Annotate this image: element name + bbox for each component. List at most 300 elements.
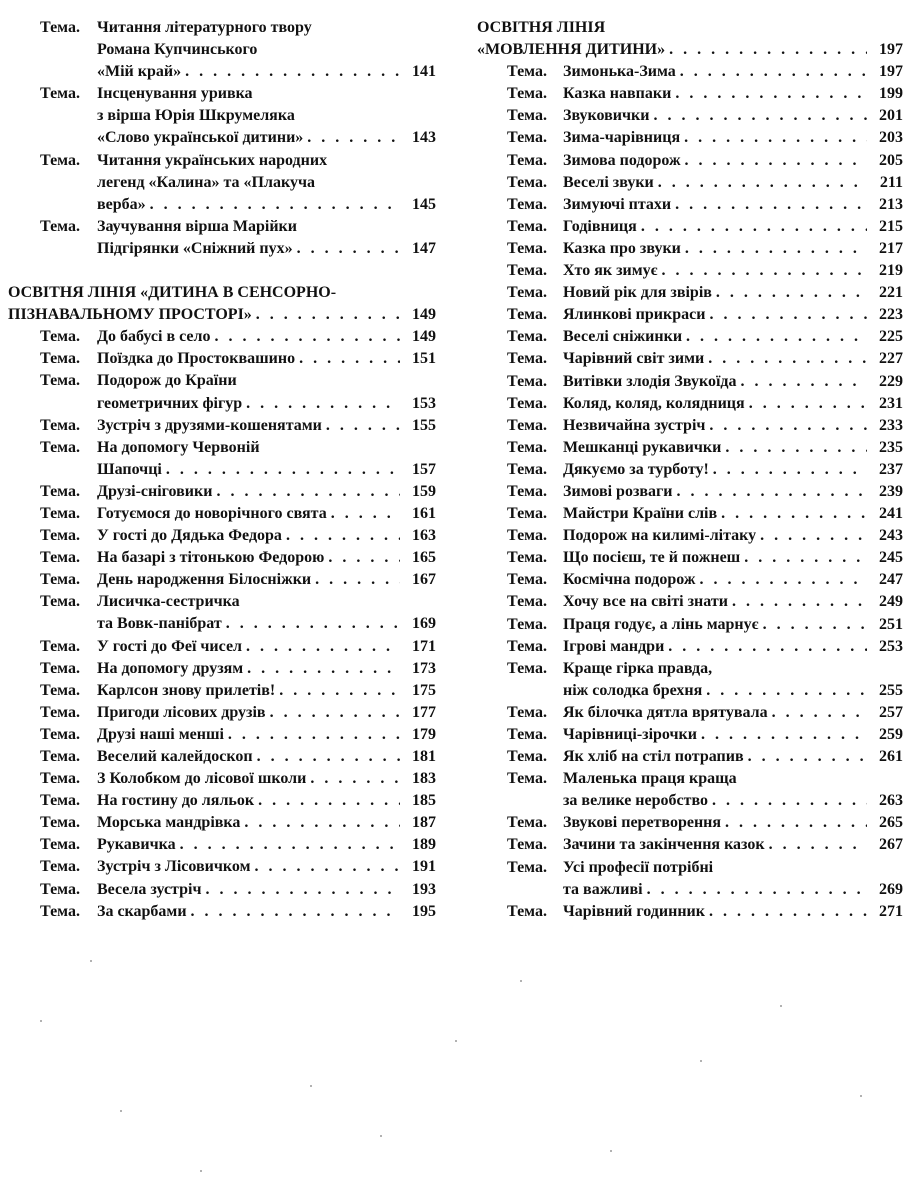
toc-entry-continuation <box>8 172 436 194</box>
toc-entry <box>8 216 436 238</box>
dot-leader <box>254 856 400 878</box>
page-number: 211 <box>879 173 903 191</box>
dot-leader <box>185 61 400 83</box>
toc-entry <box>477 282 903 304</box>
topic-label: Тема. <box>40 748 80 765</box>
scan-speck <box>90 960 92 962</box>
toc-entry-continuation <box>8 613 436 635</box>
entry-title: Веселі звуки <box>563 173 654 191</box>
entry-title: ніж солодка брехня <box>563 681 703 699</box>
dot-leader <box>716 282 867 304</box>
dot-leader <box>712 790 867 812</box>
dot-leader <box>701 724 867 746</box>
entry-title: День народження Білосніжки <box>97 571 312 589</box>
entry-title: Хочу все на світі знати <box>563 593 728 611</box>
toc-entry-continuation <box>8 105 436 127</box>
dot-leader <box>675 194 867 216</box>
topic-label: Тема. <box>507 527 547 545</box>
dot-leader <box>166 459 400 481</box>
dot-leader <box>286 525 400 547</box>
entry-title: ПІЗНАВАЛЬНОМУ ПРОСТОРІ» <box>8 306 252 324</box>
toc-entry <box>477 591 903 613</box>
dot-leader <box>708 348 867 370</box>
page-number: 241 <box>879 505 903 523</box>
toc-entry <box>8 901 436 923</box>
dot-leader <box>246 393 400 415</box>
page-number: 195 <box>412 902 436 920</box>
topic-label: Тема. <box>40 593 80 611</box>
entry-title: У гості до Феї чисел <box>97 637 243 655</box>
dot-leader <box>725 437 867 459</box>
dot-leader <box>662 260 867 282</box>
page-number: 197 <box>879 41 903 59</box>
toc-entry <box>477 547 903 569</box>
page-number: 147 <box>412 239 436 257</box>
entry-title: На базарі з тітонькою Федорою <box>97 549 325 567</box>
dot-leader <box>658 172 867 194</box>
toc-entry <box>477 658 903 680</box>
page-number: 257 <box>879 703 903 721</box>
toc-entry <box>8 569 436 591</box>
dot-leader <box>685 150 867 172</box>
page-number: 237 <box>879 460 903 478</box>
page-number: 243 <box>879 527 903 545</box>
dot-leader <box>270 702 400 724</box>
toc-entry <box>8 415 436 437</box>
entry-title: Читання літературного твору <box>97 19 312 36</box>
entry-title: Подорож на килимі-літаку <box>563 527 757 545</box>
entry-title: «МОВЛЕННЯ ДИТИНИ» <box>477 41 666 59</box>
dot-leader <box>677 481 868 503</box>
topic-label: Тема. <box>507 659 547 677</box>
topic-label: Тема. <box>40 549 80 567</box>
entry-title: Маленька праця краща <box>563 770 737 788</box>
dot-leader <box>769 834 867 856</box>
entry-title: ОСВІТНЯ ЛІНІЯ <box>477 19 606 36</box>
entry-title: Мешканці рукавички <box>563 438 722 456</box>
page-number: 271 <box>879 902 903 920</box>
entry-title: ОСВІТНЯ ЛІНІЯ «ДИТИНА В СЕНСОРНО- <box>8 284 337 302</box>
page-number: 149 <box>412 328 436 346</box>
dot-leader <box>653 105 867 127</box>
entry-title: Зимуючі птахи <box>563 195 672 213</box>
dot-leader <box>244 812 400 834</box>
entry-title: Поїздка до Простоквашино <box>97 350 296 368</box>
topic-label: Тема. <box>40 836 80 854</box>
topic-label: Тема. <box>507 460 547 478</box>
toc-entry <box>8 636 436 658</box>
topic-label: Тема. <box>40 85 80 103</box>
toc-entry <box>8 370 436 392</box>
page-number: 259 <box>879 726 903 743</box>
page-number: 231 <box>879 394 903 412</box>
topic-label: Тема. <box>507 438 547 456</box>
topic-label: Тема. <box>507 726 547 743</box>
topic-label: Тема. <box>40 637 80 655</box>
entry-title: та Вовк-панібрат <box>97 615 222 633</box>
page-number: 205 <box>879 151 903 169</box>
toc-entry <box>8 746 436 768</box>
dot-leader <box>326 415 400 437</box>
entry-title: Ялинкові прикраси <box>563 306 706 324</box>
toc-entry-continuation <box>8 194 436 216</box>
topic-label: Тема. <box>40 416 80 434</box>
scan-speck <box>200 1170 202 1172</box>
entry-title: Звуковички <box>563 107 650 125</box>
toc-entry-continuation <box>8 393 436 415</box>
page-number: 193 <box>412 880 436 898</box>
page-number: 179 <box>412 725 436 743</box>
topic-label: Тема. <box>40 151 80 169</box>
entry-title: Зустріч з друзями-кошенятами <box>97 416 322 434</box>
scan-speck <box>780 1005 782 1007</box>
page-number: 219 <box>879 262 903 280</box>
toc-entry-continuation <box>8 127 436 149</box>
page-number: 267 <box>879 836 903 854</box>
page-number: 221 <box>879 284 903 302</box>
topic-label: Тема. <box>40 770 80 788</box>
page-number: 173 <box>412 659 436 677</box>
toc-entry <box>8 658 436 680</box>
topic-label: Тема. <box>40 725 80 743</box>
dot-leader <box>279 680 400 702</box>
entry-title: Хто як зимує <box>563 262 658 280</box>
entry-title: Рукавичка <box>97 836 176 854</box>
section-heading <box>477 17 903 39</box>
toc-entry <box>477 415 903 437</box>
toc-entry <box>477 857 903 879</box>
entry-title: Читання українських народних <box>97 151 328 169</box>
entry-title: Подорож до Країни <box>97 372 237 390</box>
entry-title: Друзі наші менші <box>97 725 224 743</box>
dot-leader <box>180 834 400 856</box>
page-number: 157 <box>412 460 436 478</box>
topic-label: Тема. <box>40 703 80 721</box>
page-number: 145 <box>412 195 436 213</box>
entry-title: Ігрові мандри <box>563 637 665 655</box>
scan-speck <box>455 1040 457 1042</box>
entry-title: Зачини та закінчення казок <box>563 836 765 854</box>
entry-title: Зимові розваги <box>563 482 673 500</box>
scan-speck <box>310 1085 312 1087</box>
topic-label: Тема. <box>507 372 547 390</box>
dot-leader <box>675 83 867 105</box>
dot-leader <box>257 746 400 768</box>
entry-title: за велике неробство <box>563 792 708 810</box>
page-number: 217 <box>879 239 903 257</box>
entry-title: Друзі-сніговики <box>97 482 213 500</box>
toc-entry <box>8 812 436 834</box>
dot-leader <box>256 304 400 326</box>
topic-label: Тема. <box>40 659 80 677</box>
page-number: 269 <box>879 880 903 898</box>
page-number: 263 <box>879 792 903 810</box>
entry-title: верба» <box>97 195 146 213</box>
toc-entry-continuation <box>8 238 436 260</box>
topic-label: Тема. <box>40 328 80 346</box>
dot-leader <box>772 702 867 724</box>
toc-entry <box>477 614 903 636</box>
scan-speck <box>860 1095 862 1097</box>
page-number: 159 <box>412 482 436 500</box>
toc-entry <box>8 503 436 525</box>
topic-label: Тема. <box>507 107 547 125</box>
dot-leader <box>741 371 868 393</box>
topic-label: Тема. <box>40 482 80 500</box>
page-number: 149 <box>412 306 436 324</box>
toc-entry <box>477 326 903 348</box>
toc-entry <box>477 503 903 525</box>
page-number: 143 <box>412 129 436 147</box>
toc-column-left <box>8 17 436 923</box>
dot-leader <box>725 812 867 834</box>
entry-title: «Слово української дитини» <box>97 129 304 147</box>
toc-entry <box>8 790 436 812</box>
entry-title: Усі професії потрібні <box>563 858 714 876</box>
topic-label: Тема. <box>507 637 547 655</box>
topic-label: Тема. <box>40 350 80 368</box>
entry-title: Зимова подорож <box>563 151 681 169</box>
entry-title: Космічна подорож <box>563 571 696 589</box>
entry-title: Зимонька-Зима <box>563 63 676 81</box>
entry-title: Що посієш, те й пожнеш <box>563 549 741 567</box>
entry-title: Дякуємо за турботу! <box>563 460 709 478</box>
topic-label: Тема. <box>507 814 547 832</box>
dot-leader <box>297 238 400 260</box>
toc-entry <box>8 17 436 39</box>
entry-title: Як хліб на стіл потрапив <box>563 748 744 766</box>
entry-title: На допомогу Червоній <box>97 438 260 456</box>
topic-label: Тема. <box>507 151 547 169</box>
page-number: 233 <box>879 416 903 434</box>
toc-entry <box>8 724 436 746</box>
page-number: 161 <box>412 504 436 522</box>
page-number: 191 <box>412 858 436 876</box>
topic-label: Тема. <box>40 217 80 235</box>
toc-entry <box>477 83 903 105</box>
topic-label: Тема. <box>40 372 80 390</box>
dot-leader <box>216 481 400 503</box>
toc-entry <box>477 238 903 260</box>
page-number: 253 <box>879 637 903 655</box>
page-number: 213 <box>879 195 903 213</box>
dot-leader <box>706 680 867 702</box>
dot-leader <box>150 194 400 216</box>
dot-leader <box>191 901 400 923</box>
entry-title: Майстри Країни слів <box>563 505 718 523</box>
entry-title: Весела зустріч <box>97 880 202 898</box>
entry-title: Чарівниці-зірочки <box>563 726 697 743</box>
topic-label: Тема. <box>507 770 547 788</box>
topic-label: Тема. <box>507 85 547 103</box>
topic-label: Тема. <box>507 217 547 235</box>
toc-entry <box>477 636 903 658</box>
dot-leader <box>744 547 867 569</box>
toc-entry <box>477 105 903 127</box>
dot-leader <box>299 348 400 370</box>
toc-entry <box>8 768 436 790</box>
entry-title: Готуємося до новорічного свята <box>97 504 327 522</box>
page-number: 199 <box>879 85 903 103</box>
page-number: 155 <box>412 416 436 434</box>
page-number: 261 <box>879 748 903 766</box>
dot-leader <box>226 613 400 635</box>
entry-title: Лисичка-сестричка <box>97 593 240 611</box>
topic-label: Тема. <box>507 350 547 368</box>
toc-entry <box>477 150 903 172</box>
topic-label: Тема. <box>40 571 80 589</box>
dot-leader <box>721 503 867 525</box>
dot-leader <box>647 879 867 901</box>
topic-label: Тема. <box>507 416 547 434</box>
entry-title: Романа Купчинського <box>97 41 258 59</box>
page-number: 229 <box>879 372 903 390</box>
toc-entry <box>8 83 436 105</box>
toc-entry-continuation <box>477 680 903 702</box>
toc-entry <box>477 768 903 790</box>
scan-speck <box>610 1150 612 1152</box>
toc-column-right <box>477 17 903 923</box>
dot-leader <box>247 658 400 680</box>
dot-leader <box>709 415 867 437</box>
toc-entry <box>477 834 903 856</box>
entry-title: Чарівний світ зими <box>563 350 705 368</box>
page-number: 171 <box>412 637 436 655</box>
entry-title: До бабусі в село <box>97 328 211 346</box>
page-number: 197 <box>879 63 903 81</box>
page-number: 187 <box>412 814 436 832</box>
entry-title: Годівниця <box>563 217 637 235</box>
toc-entry <box>477 216 903 238</box>
topic-label: Тема. <box>507 328 547 346</box>
dot-leader <box>684 127 867 149</box>
page-number: 249 <box>879 593 903 611</box>
toc-entry <box>477 812 903 834</box>
toc-entry <box>477 569 903 591</box>
entry-title: Краще гірка правда, <box>563 659 713 677</box>
dot-leader <box>214 326 400 348</box>
topic-label: Тема. <box>40 527 80 545</box>
topic-label: Тема. <box>507 262 547 280</box>
entry-title: Веселі сніжинки <box>563 328 683 346</box>
entry-title: Інсценування уривка <box>97 85 253 103</box>
page-number: 225 <box>879 328 903 346</box>
toc-entry <box>477 437 903 459</box>
topic-label: Тема. <box>507 482 547 500</box>
topic-label: Тема. <box>507 748 547 766</box>
topic-label: Тема. <box>507 63 547 81</box>
topic-label: Тема. <box>507 394 547 412</box>
page-number: 167 <box>412 571 436 589</box>
toc-entry <box>8 150 436 172</box>
entry-title: Веселий калейдоскоп <box>97 748 253 765</box>
toc-entry-continuation <box>8 39 436 61</box>
toc-entry <box>477 525 903 547</box>
dot-leader <box>310 768 400 790</box>
page-number: 203 <box>879 129 903 147</box>
dot-leader <box>680 61 867 83</box>
dot-leader <box>331 503 400 525</box>
toc-entry <box>477 194 903 216</box>
page-number: 251 <box>879 615 903 633</box>
entry-title: Зима-чарівниця <box>563 129 681 147</box>
dot-leader <box>669 39 867 61</box>
dot-leader <box>763 614 867 636</box>
topic-label: Тема. <box>507 571 547 589</box>
page-number: 185 <box>412 792 436 810</box>
dot-leader <box>760 525 867 547</box>
toc-entry <box>8 702 436 724</box>
toc-entry <box>477 348 903 370</box>
toc-entry-continuation <box>477 879 903 901</box>
page-number: 235 <box>879 438 903 456</box>
toc-entry <box>477 746 903 768</box>
page-number: 239 <box>879 482 903 500</box>
toc-entry <box>477 260 903 282</box>
entry-title: Пригоди лісових друзів <box>97 703 266 721</box>
topic-label: Тема. <box>40 902 80 920</box>
dot-leader <box>685 238 867 260</box>
toc-entry <box>477 371 903 393</box>
scan-speck <box>40 1020 42 1022</box>
entry-title: легенд «Калина» та «Плакуча <box>97 173 315 191</box>
toc-entry <box>8 481 436 503</box>
topic-label: Тема. <box>507 173 547 191</box>
toc-entry <box>8 680 436 702</box>
dot-leader <box>228 724 400 746</box>
dot-leader <box>246 636 400 658</box>
page-number: 153 <box>412 394 436 412</box>
scan-speck <box>520 980 522 982</box>
toc-entry <box>477 172 903 194</box>
dot-leader <box>748 746 867 768</box>
entry-title: геометричних фігур <box>97 394 243 412</box>
toc-entry <box>8 856 436 878</box>
toc-entry <box>8 437 436 459</box>
toc-entry <box>477 901 903 923</box>
entry-title: За скарбами <box>97 902 187 920</box>
toc-entry <box>477 393 903 415</box>
entry-title: Морська мандрівка <box>97 814 241 832</box>
topic-label: Тема. <box>40 858 80 876</box>
topic-label: Тема. <box>507 703 547 721</box>
toc-entry <box>477 127 903 149</box>
scan-speck <box>380 1135 382 1137</box>
dot-leader <box>709 304 867 326</box>
entry-title: Незвичайна зустріч <box>563 416 706 434</box>
entry-title: З Колобком до лісової школи <box>97 770 307 788</box>
topic-label: Тема. <box>40 681 80 699</box>
page-number: 227 <box>879 350 903 368</box>
dot-leader <box>686 326 867 348</box>
entry-title: Чарівний годинник <box>563 902 705 920</box>
toc-entry <box>477 481 903 503</box>
topic-label: Тема. <box>40 792 80 810</box>
toc-entry <box>8 326 436 348</box>
toc-entry <box>8 547 436 569</box>
page-number: 163 <box>412 527 436 545</box>
page-number: 169 <box>412 615 436 633</box>
topic-label: Тема. <box>507 615 547 633</box>
topic-label: Тема. <box>507 593 547 611</box>
toc-entry <box>477 61 903 83</box>
dot-leader <box>315 569 400 591</box>
page-number: 177 <box>412 703 436 721</box>
section-heading <box>8 304 436 326</box>
topic-label: Тема. <box>507 549 547 567</box>
entry-title: «Мій край» <box>97 63 182 81</box>
entry-title: На допомогу друзям <box>97 659 244 677</box>
